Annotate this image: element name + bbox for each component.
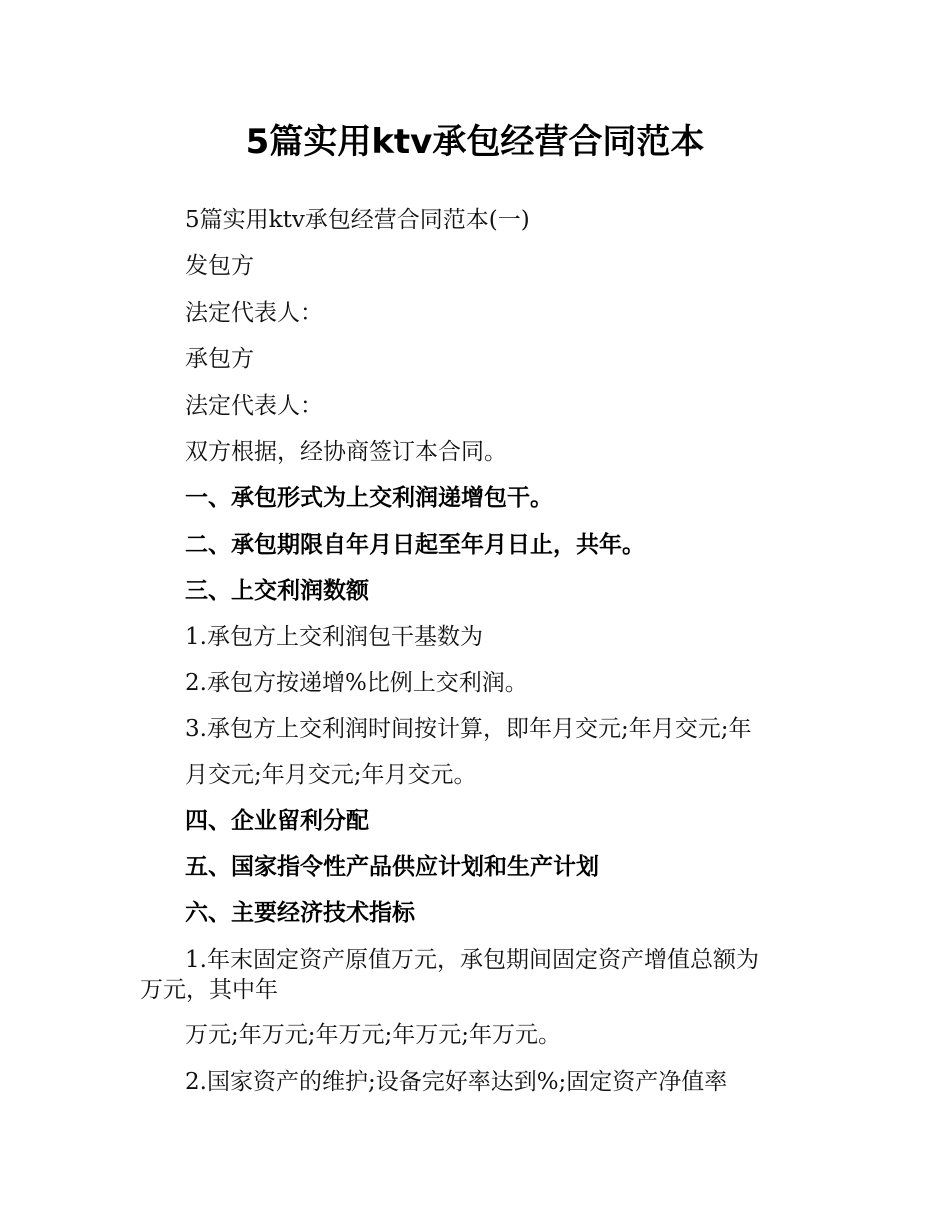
paragraph-item: 2.承包方按递增%比例上交利润。 — [185, 670, 528, 696]
paragraph-item: 2.国家资产的维护;设备完好率达到%;固定资产净值率 — [185, 1069, 728, 1095]
section-heading-3: 三、上交利润数额 — [185, 578, 369, 604]
section-heading-4: 四、企业留利分配 — [185, 808, 369, 834]
paragraph-issuer: 发包方 — [185, 253, 254, 279]
paragraph-contractor: 承包方 — [185, 346, 254, 372]
paragraph-item-continued: 月交元;年月交元;年月交元。 — [185, 762, 477, 788]
paragraph-item-continued: 万元;年万元;年万元;年万元;年万元。 — [185, 1022, 561, 1048]
paragraph-item-wrap: 万元，其中年 — [140, 977, 278, 1003]
paragraph-contractor-rep: 法定代表人： — [185, 393, 323, 419]
paragraph-preamble: 双方根据，经协商签订本合同。 — [185, 439, 507, 465]
paragraph-issuer-rep: 法定代表人： — [185, 300, 323, 326]
paragraph-item: 1.年末固定资产原值万元，承包期间固定资产增值总额为 — [185, 947, 759, 973]
section-heading-2: 二、承包期限自年月日起至年月日止，共年。 — [185, 532, 645, 558]
document-title: 5篇实用ktv承包经营合同范本 — [245, 122, 705, 162]
paragraph-item: 1.承包方上交利润包干基数为 — [185, 624, 483, 650]
paragraph-item: 3.承包方上交利润时间按计算，即年月交元;年月交元;年 — [185, 716, 752, 742]
paragraph-subtitle: 5篇实用ktv承包经营合同范本(一) — [185, 207, 530, 233]
section-heading-6: 六、主要经济技术指标 — [185, 900, 415, 926]
section-heading-5: 五、国家指令性产品供应计划和生产计划 — [185, 854, 599, 880]
section-heading-1: 一、承包形式为上交利润递增包干。 — [185, 485, 553, 511]
